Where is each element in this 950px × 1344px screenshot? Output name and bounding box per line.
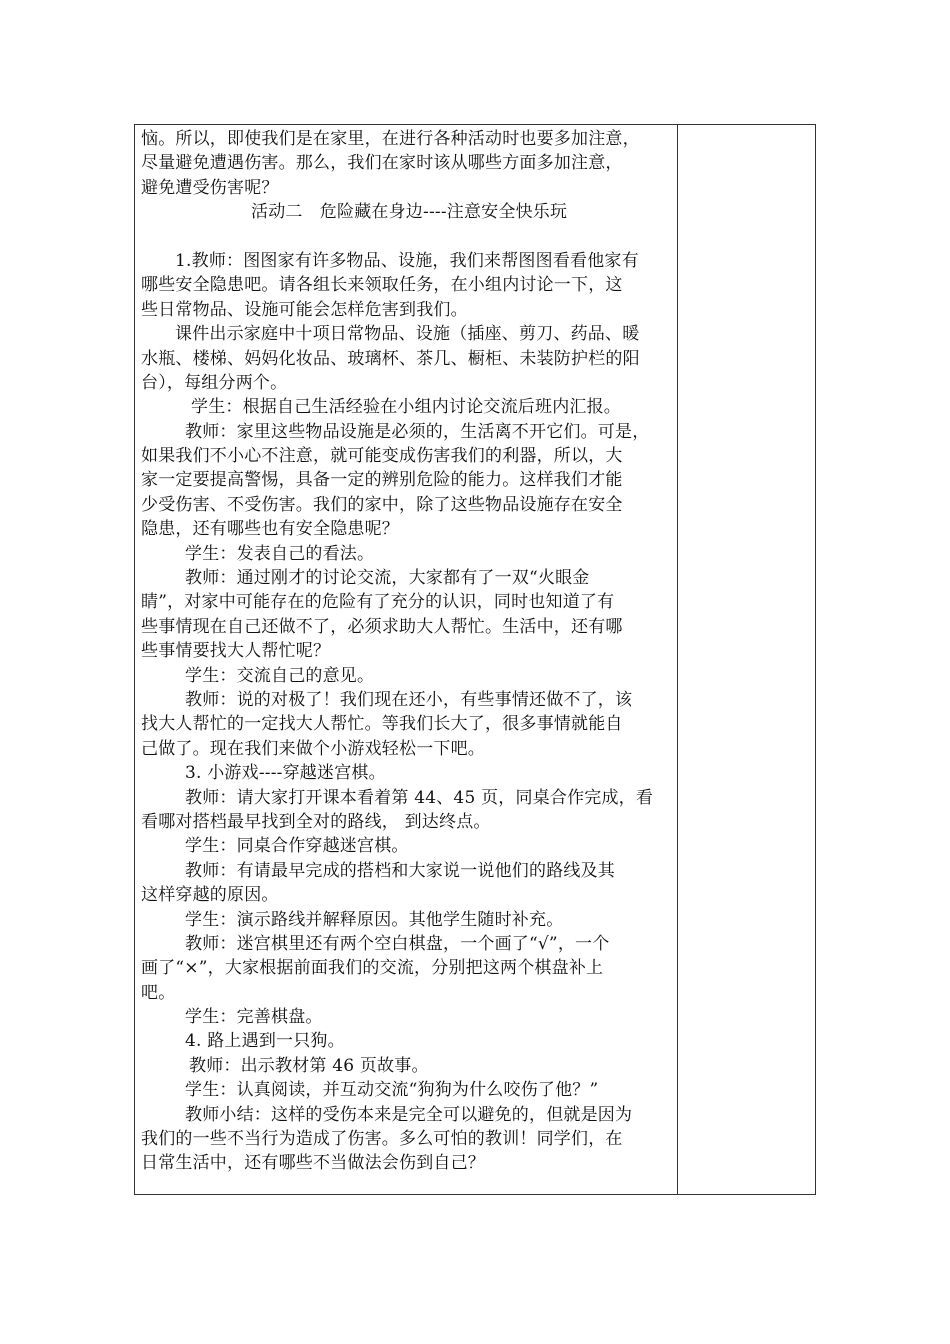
text-line: 家一定要提高警惕，具备一定的辨别危险的能力。这样我们才能 <box>141 470 623 491</box>
text-line: 教师小结：这样的受伤本来是完全可以避免的，但就是因为 <box>185 1104 633 1125</box>
text-line: 教师：出示教材第 46 页故事。 <box>189 1055 429 1076</box>
text-line: 隐患，还有哪些也有安全隐患呢？ <box>141 519 399 540</box>
text-line: 尽量避免遭遇伤害。那么，我们在家时该从哪些方面多加注意， <box>141 153 623 174</box>
text-line: 学生：同桌合作穿越迷宫棋。 <box>185 836 409 857</box>
text-line: 些日常物品、设施可能会怎样危害到我们。 <box>141 299 468 320</box>
text-line: 这样穿越的原因。 <box>141 885 279 906</box>
text-line: 教师：有请最早完成的搭档和大家说一说他们的路线及其 <box>185 860 615 881</box>
text-line: 些事情要找大人帮忙呢？ <box>141 641 331 662</box>
lesson-table <box>134 124 816 1195</box>
text-line: 台），每组分两个。 <box>141 372 288 393</box>
text-line: 己做了。现在我们来做个小游戏轻松一下吧。 <box>141 738 485 759</box>
text-line: 教师：通过刚才的讨论交流，大家都有了一双“火眼金 <box>185 568 590 589</box>
text-line: 学生：交流自己的意见。 <box>185 665 375 686</box>
text-line: 学生：发表自己的看法。 <box>185 543 375 564</box>
text-line: 找大人帮忙的一定找大人帮忙。等我们长大了，很多事情就能自 <box>141 714 623 735</box>
text-line: 睛”，对家中可能存在的危险有了充分的认识，同时也知道了有 <box>141 592 615 613</box>
text-line: 教师：请大家打开课本看着第 44、45 页，同桌合作完成，看 <box>185 787 654 808</box>
text-line: 恼。所以，即使我们是在家里，在进行各种活动时也要多加注意， <box>141 129 640 149</box>
text-line: 学生：完善棋盘。 <box>185 1007 323 1028</box>
text-line: 画了“×”，大家根据前面我们的交流，分别把这两个棋盘补上 <box>141 958 604 979</box>
text-line: 学生：演示路线并解释原因。其他学生随时补充。 <box>185 909 564 930</box>
text-line: 4. 路上遇到一只狗。 <box>185 1031 345 1052</box>
text-line: 教师：迷宫棋里还有两个空白棋盘，一个画了“√”，一个 <box>185 933 610 954</box>
notes-cell <box>678 125 815 1194</box>
text-line: 些事情现在自己还做不了，必须求助大人帮忙。生活中，还有哪 <box>141 616 623 637</box>
text-line: 教师：说的对极了！我们现在还小，有些事情还做不了，该 <box>185 689 633 710</box>
text-line: 日常生活中，还有哪些不当做法会伤到自己？ <box>141 1153 485 1174</box>
text-line: 吧。 <box>141 982 176 1003</box>
text-line: 我们的一些不当行为造成了伤害。多么可怕的教训！同学们，在 <box>141 1129 623 1150</box>
text-line: 课件出示家庭中十项日常物品、设施（插座、剪刀、药品、暖 <box>175 324 640 345</box>
section-heading: 活动二 危险藏在身边----注意安全快乐玩 <box>251 202 568 223</box>
text-line: 哪些安全隐患吧。请各组长来领取任务，在小组内讨论一下，这 <box>141 275 623 296</box>
text-line: 少受伤害、不受伤害。我们的家中，除了这些物品设施存在安全 <box>141 494 623 515</box>
text-line: 学生：认真阅读，并互动交流“狗狗为什么咬伤了他？” <box>185 1080 599 1101</box>
blank-line <box>141 225 671 249</box>
text-line: 避免遭受伤害呢？ <box>141 177 279 198</box>
text-line: 3. 小游戏----穿越迷宫棋。 <box>185 763 386 784</box>
text-line: 1.教师：图图家有许多物品、设施，我们来帮图图看看他家有 <box>175 250 639 271</box>
text-line: 教师：家里这些物品设施是必须的，生活离不开它们。可是， <box>185 421 650 442</box>
lesson-content-cell <box>135 125 677 1194</box>
text-line: 如果我们不小心不注意，就可能变成伤害我们的利器，所以，大 <box>141 446 623 467</box>
text-line: 水瓶、楼梯、妈妈化妆品、玻璃杯、茶几、橱柜、未装防护栏的阳 <box>141 348 640 369</box>
text-line: 学生：根据自己生活经验在小组内讨论交流后班内汇报。 <box>191 397 621 418</box>
text-line: 看哪对搭档最早找到全对的路线， 到达终点。 <box>141 811 491 832</box>
